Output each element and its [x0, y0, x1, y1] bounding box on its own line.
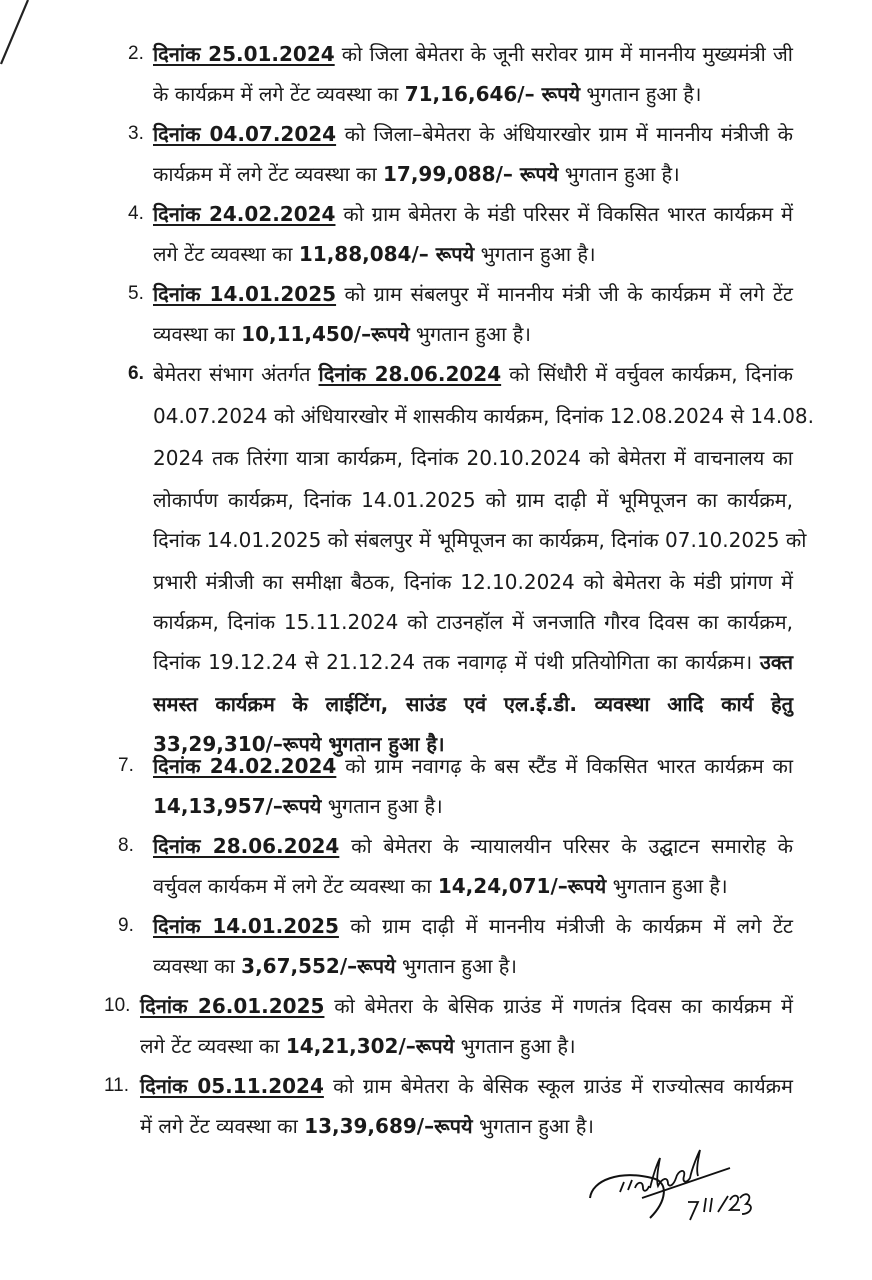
body-text: को जिला बेमेतरा के जूनी सरोवर ग्राम में माननीय मुख्यमंत्री जी — [334, 42, 793, 66]
body-text: में लगे टेंट व्यवस्था का — [140, 1114, 305, 1138]
body-text: को ग्राम संबलपुर में माननीय मंत्री जी के कार्यक्रम में लगे टेंट — [336, 282, 793, 306]
text-line — [153, 120, 793, 148]
amount-text: समस्त कार्यक्रम के लाईटिंग, साउंड एवं एल.ई.डी. व्यवस्था आदि कार्य हेतु — [153, 692, 793, 716]
body-text: व्यवस्था का — [153, 954, 242, 978]
body-text: भुगतान हुआ है। — [580, 82, 702, 106]
body-text: को ग्राम नवागढ़ के बस स्टैंड में विकसित भारत कार्यक्रम का — [336, 754, 793, 778]
body-text: के कार्यक्रम में लगे टेंट व्यवस्था का — [153, 82, 405, 106]
date-label: दिनांक 14.01.2025 — [153, 914, 339, 938]
body-text: को ग्राम बेमेतरा के मंडी परिसर में विकसित भारत कार्यक्रम में — [335, 202, 793, 226]
body-text: लगे टेंट व्यवस्था का — [153, 242, 299, 266]
amount-text: 17,99,088/– रूपये — [382, 162, 559, 186]
body-text: लोकार्पण कार्यक्रम, दिनांक 14.01.2025 को ग्राम दाढ़ी में भूमिपूजन का कार्यक्रम, — [153, 488, 793, 512]
text-line — [153, 280, 793, 308]
item-number: 6. — [128, 363, 144, 384]
body-text: कार्यक्रम, दिनांक 15.11.2024 को टाउनहॉल में जनजाति गौरव दिवस का कार्यक्रम, — [153, 610, 793, 634]
body-text: लगे टेंट व्यवस्था का — [140, 1034, 286, 1058]
date-label: दिनांक 24.02.2024 — [153, 202, 336, 226]
text-line — [153, 832, 793, 860]
text-line — [140, 1032, 793, 1060]
text-line — [153, 40, 793, 68]
body-text: को बेमेतरा के बेसिक ग्राउंड में गणतंत्र दिवस का कार्यक्रम में — [324, 994, 794, 1018]
date-label: दिनांक 24.02.2024 — [153, 754, 337, 778]
body-text: भुगतान हुआ है। — [558, 162, 680, 186]
amount-text: उक्त — [759, 650, 793, 674]
amount-text: 10,11,450/–रूपये — [241, 322, 410, 346]
body-text: भुगतान हुआ है। — [409, 322, 531, 346]
body-text: भुगतान हुआ है। — [321, 794, 443, 818]
body-text: 2024 तक तिरंगा यात्रा कार्यक्रम, दिनांक 20.10.2024 को बेमेतरा में वाचनालय का — [153, 446, 793, 470]
body-text: भुगतान हुआ है। — [472, 1114, 594, 1138]
item-number: 3. — [128, 123, 144, 144]
text-line — [153, 752, 793, 780]
text-line — [153, 952, 793, 980]
text-line — [153, 486, 793, 514]
body-text: को ग्राम बेमेतरा के बेसिक स्कूल ग्राउंड में राज्योत्सव कार्यक्रम — [323, 1074, 793, 1098]
text-line — [153, 240, 793, 268]
text-line — [140, 992, 793, 1020]
body-text: को सिंधौरी में वर्चुवल कार्यक्रम, दिनांक — [501, 362, 794, 386]
date-label: दिनांक 04.07.2024 — [153, 122, 337, 146]
handwritten-signature — [580, 1140, 770, 1230]
amount-text: 71,16,646/– रूपये — [404, 82, 581, 106]
item-number: 10. — [104, 995, 131, 1016]
date-label: दिनांक 25.01.2024 — [153, 42, 335, 66]
body-text: दिनांक 14.01.2025 को संबलपुर में भूमिपूजन का कार्यक्रम, दिनांक 07.10.2025 को — [153, 528, 807, 552]
item-number: 4. — [128, 203, 144, 224]
text-line — [153, 608, 793, 636]
body-text: कार्यक्रम में लगे टेंट व्यवस्था का — [153, 162, 383, 186]
body-text: को ग्राम दाढ़ी में माननीय मंत्रीजी के कार्यक्रम में लगे टेंट — [338, 914, 793, 938]
item-number: 5. — [128, 283, 144, 304]
date-label: दिनांक 28.06.2024 — [318, 362, 502, 386]
date-label: दिनांक 28.06.2024 — [153, 834, 340, 858]
text-line — [153, 526, 807, 554]
text-line — [153, 444, 793, 472]
body-text: को जिला–बेमेतरा के अंधियारखोर ग्राम में माननीय मंत्रीजी के — [336, 122, 793, 146]
amount-text: 3,67,552/–रूपये — [241, 954, 396, 978]
page-edge-line — [0, 0, 40, 70]
date-label: दिनांक 26.01.2025 — [140, 994, 325, 1018]
body-text: वर्चुवल कार्यकम में लगे टेंट व्यवस्था का — [153, 874, 438, 898]
item-number: 2. — [128, 43, 144, 64]
text-line — [153, 912, 793, 940]
body-text: प्रभारी मंत्रीजी का समीक्षा बैठक, दिनांक 12.10.2024 को बेमेतरा के मंडी प्रांगण में — [153, 570, 793, 594]
text-line — [153, 80, 793, 108]
item-number: 11. — [104, 1075, 130, 1096]
body-text: बेमेतरा संभाग अंतर्गत — [153, 362, 319, 386]
text-line — [153, 200, 793, 228]
body-text: 04.07.2024 को अंधियारखोर में शासकीय कार्यक्रम, दिनांक 12.08.2024 से 14.08. — [153, 404, 815, 428]
text-line — [153, 360, 793, 388]
item-number: 7. — [118, 755, 134, 776]
text-line — [153, 690, 793, 718]
text-line — [153, 872, 793, 900]
date-label: दिनांक 14.01.2025 — [153, 282, 337, 306]
amount-text: 33,29,310/–रूपये भुगतान हुआ है। — [153, 732, 445, 756]
item-number: 9. — [118, 915, 134, 936]
item-number: 8. — [118, 835, 134, 856]
text-line — [140, 1112, 793, 1140]
amount-text: 11,88,084/– रूपये — [298, 242, 475, 266]
amount-text: 14,24,071/–रूपये — [437, 874, 607, 898]
text-line — [153, 320, 793, 348]
body-text: को बेमेतरा के न्यायालयीन परिसर के उद्घाटन समारोह के — [339, 834, 793, 858]
amount-text: 14,21,302/–रूपये — [285, 1034, 455, 1058]
body-text: भुगतान हुआ है। — [474, 242, 596, 266]
text-line — [153, 568, 793, 596]
text-line — [153, 402, 815, 430]
date-label: दिनांक 05.11.2024 — [140, 1074, 324, 1098]
body-text: व्यवस्था का — [153, 322, 242, 346]
text-line — [153, 792, 793, 820]
body-text: भुगतान हुआ है। — [606, 874, 728, 898]
text-line — [153, 160, 793, 188]
text-line — [153, 648, 793, 676]
body-text: भुगतान हुआ है। — [454, 1034, 576, 1058]
amount-text: 13,39,689/–रूपये — [304, 1114, 473, 1138]
body-text: भुगतान हुआ है। — [395, 954, 517, 978]
text-line — [140, 1072, 793, 1100]
body-text: दिनांक 19.12.24 से 21.12.24 तक नवागढ़ में पंथी प्रतियोगिता का कार्यक्रम। — [153, 650, 760, 674]
amount-text: 14,13,957/–रूपये — [153, 794, 322, 818]
